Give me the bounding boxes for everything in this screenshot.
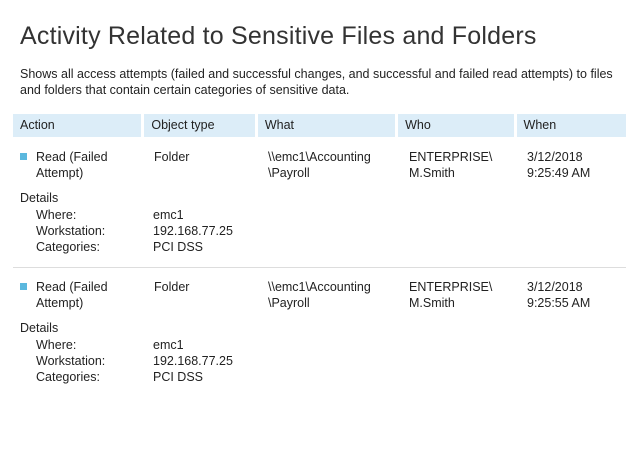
action-cell	[36, 279, 148, 311]
workstation-label: Workstation:	[36, 354, 106, 368]
details-heading: Details	[20, 191, 59, 205]
who-cell	[409, 149, 519, 181]
action-line: Attempt)	[36, 166, 84, 180]
who-line: ENTERPRISE\	[409, 150, 493, 164]
column-header-object-type: Object type	[144, 114, 254, 137]
column-header-action: Action	[13, 114, 141, 137]
categories-value: PCI DSS	[153, 240, 204, 254]
where-label: Where:	[36, 208, 77, 222]
where-label: Where:	[36, 338, 77, 352]
action-line: Read (Failed	[36, 280, 108, 294]
action-line: Attempt)	[36, 296, 84, 310]
who-line: M.Smith	[409, 296, 455, 310]
details-heading: Details	[20, 321, 59, 335]
who-line: M.Smith	[409, 166, 455, 180]
workstation-value: 192.168.77.25	[153, 354, 233, 368]
report-description: Shows all access attempts (failed and successful changes, and successful and failed read attempts) to files and folders that contain certain categories of sensitive data.	[20, 67, 613, 97]
object-type-cell: Folder	[154, 280, 190, 294]
report-title: Activity Related to Sensitive Files and Folders	[20, 22, 537, 50]
workstation-label: Workstation:	[36, 224, 106, 238]
bullet-icon	[20, 153, 27, 160]
when-cell	[527, 279, 637, 311]
column-header-who: Who	[398, 114, 513, 137]
action-cell	[36, 149, 148, 181]
workstation-value: 192.168.77.25	[153, 224, 233, 238]
action-line: Read (Failed	[36, 150, 108, 164]
who-line: ENTERPRISE\	[409, 280, 493, 294]
what-cell	[268, 279, 393, 311]
categories-label: Categories:	[36, 370, 100, 384]
what-cell	[268, 149, 393, 181]
what-line: \\emc1\Accounting	[268, 280, 371, 294]
when-date: 3/12/2018	[527, 150, 583, 164]
when-date: 3/12/2018	[527, 280, 583, 294]
what-line: \Payroll	[268, 166, 310, 180]
when-time: 9:25:55 AM	[527, 296, 591, 310]
what-line: \\emc1\Accounting	[268, 150, 371, 164]
when-time: 9:25:49 AM	[527, 166, 591, 180]
when-cell	[527, 149, 637, 181]
column-header-when: When	[517, 114, 626, 137]
categories-value: PCI DSS	[153, 370, 204, 384]
who-cell	[409, 279, 519, 311]
where-value: emc1	[153, 208, 184, 222]
where-value: emc1	[153, 338, 184, 352]
bullet-icon	[20, 283, 27, 290]
what-line: \Payroll	[268, 296, 310, 310]
record-divider	[13, 267, 626, 268]
categories-label: Categories:	[36, 240, 100, 254]
table-header	[13, 114, 626, 137]
object-type-cell: Folder	[154, 150, 190, 164]
column-header-what: What	[258, 114, 395, 137]
